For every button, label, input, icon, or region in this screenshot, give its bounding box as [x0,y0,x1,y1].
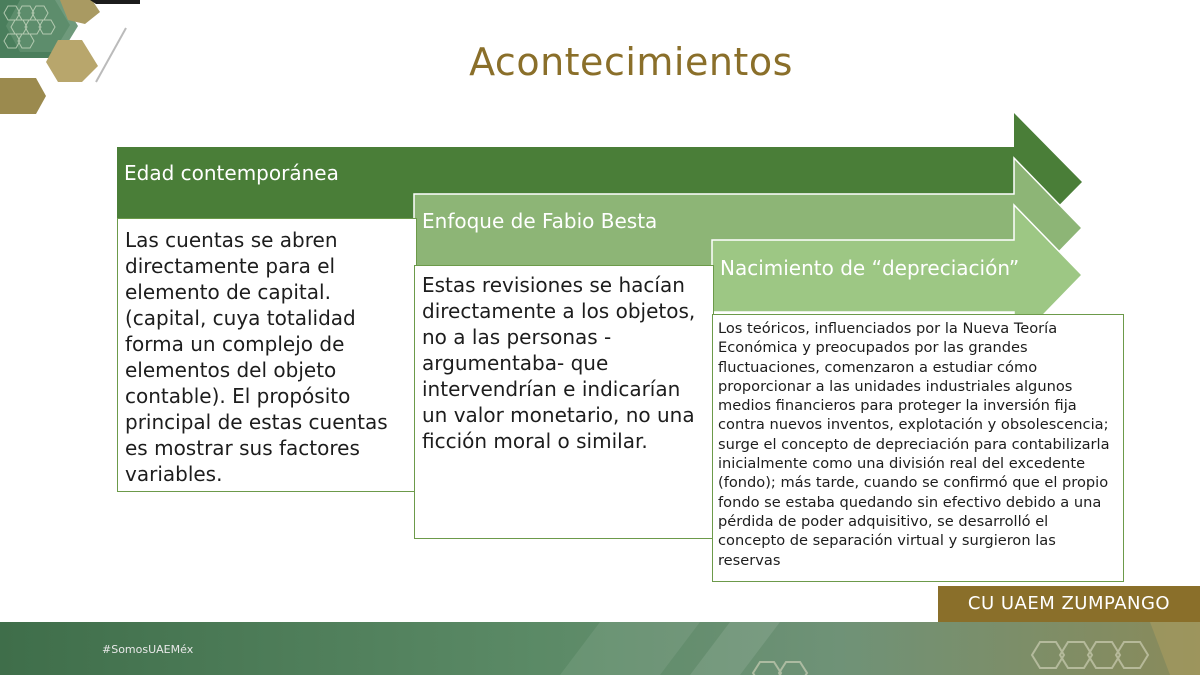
stage-1-text-box: Las cuentas se abren directamente para el elemento de capital. (capital, cuya totalidad forma un complejo de elementos del objeto contable). El propósito principal de estas cuentas es mostrar sus factores variables. [117,218,417,492]
stage-2-text-box: Estas revisiones se hacían directamente a los objetos, no a las personas - argumentaba- que intervendrían e indicarían un valor monetario, no una ficción moral o similar. [414,265,714,539]
stage-2-label: Enfoque de Fabio Besta [422,209,658,233]
stage-3-text-box: Los teóricos, influenciados por la Nueva Teoría Económica y preocupados por las grandes fluctuaciones, comenzaron a estudiar cómo proporcionar a las unidades industriales algunos medios financieros para proteger la inversión fija contra nuevos inventos, explotación y obsolescencia; surge el concepto de depreciación para contabilizarla inicialmente como una división real del excedente (fondo); más tarde, cuando se confirmó que el propio fondo se estaba quedando sin efectivo debido a una pérdida de poder adquisitivo, se desarrolló el concepto de separación virtual y surgieron las reservas [712,314,1124,582]
stage-1-label: Edad contemporánea [124,161,339,185]
campus-badge: CU UAEM ZUMPANGO [938,586,1200,622]
stage-3-label: Nacimiento de “depreciación” [720,256,1020,280]
slide-title: Acontecimientos [469,40,793,84]
hashtag-text: #SomosUAEMéx [102,643,194,656]
